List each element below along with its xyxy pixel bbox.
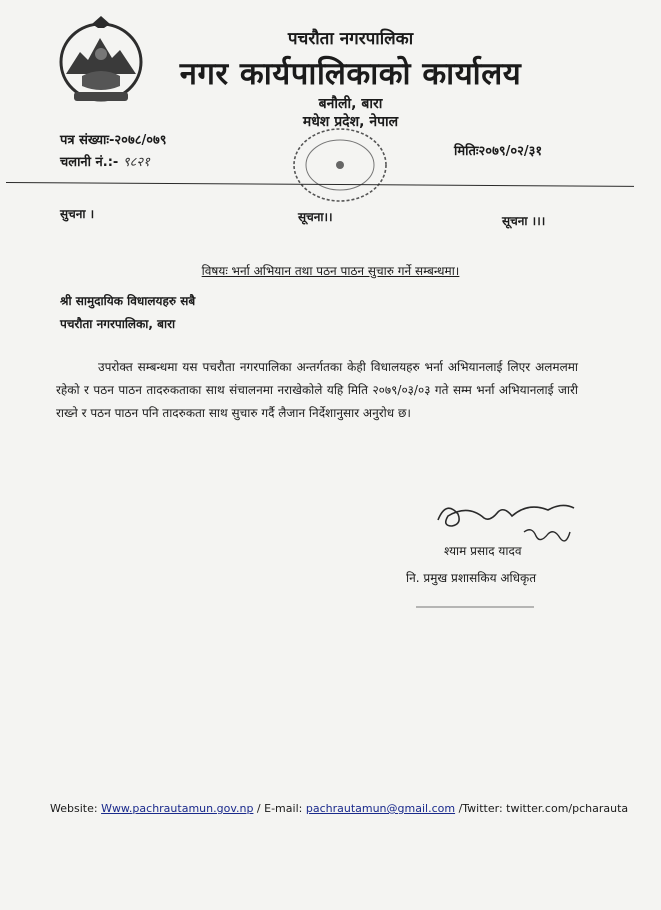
date-value: २०७९/०२/३१ (478, 144, 543, 159)
footer-contact (50, 802, 628, 815)
website-label: Website: (50, 802, 98, 815)
dispatch-number-label: चलानी नं.:- (60, 155, 119, 170)
email-link[interactable]: pachrautamun@gmail.com (305, 802, 456, 815)
subject-line (0, 262, 661, 279)
office-stamp (290, 125, 390, 205)
municipality-name: पचरौता नगरपालिका (287, 29, 414, 49)
email-label: / E-mail: (253, 802, 303, 815)
signatory-title: नि. प्रमुख प्रशासकिय अधिकृत (406, 571, 537, 585)
office-province: मधेश प्रदेश, नेपाल (302, 114, 399, 130)
body-paragraph: उपरोक्त सम्बन्धमा यस पचरौता नगरपालिका अन्तर्गतका केही विधालयहरु भर्ना अभियानलाई लिएर अलमलमा रहेको र पठन पाठन तादरुकताका साथ संचालनमा नराखेकोले यहि मिति २०७९/०३/०३ गते सम्म भर्ना अभियानलाई जारी राख्ने र पठन पाठन पनि तादरुकता साथ सुचारु गर्दै लैजान निर्देशानुसार अनुरोध छ। (56, 360, 578, 420)
office-location: बनौली, बारा (318, 96, 383, 112)
notice-2: सूचना।। (298, 210, 333, 224)
signatory-name: श्याम प्रसाद यादव (444, 544, 522, 558)
letter-number-label: पत्र संख्याः- (60, 133, 115, 148)
office-title: नगर कार्यपालिकाको कार्यालय (179, 56, 522, 92)
twitter-text: /Twitter: twitter.com/pcharauta (455, 802, 629, 815)
subject-text: विषयः भर्ना अभियान तथा पठन पाठन सुचारु गर्ने सम्बन्धमा। (201, 264, 460, 278)
website-link[interactable]: Www.pachrautamun.gov.np (101, 802, 254, 815)
letter-body (56, 356, 578, 425)
letter-number-value: २०७८/०७९ (114, 133, 167, 148)
notice-3: सूचना ।।। (502, 214, 546, 228)
dispatch-number (60, 152, 150, 170)
dispatch-number-value: ९८२१ (122, 155, 150, 170)
notice-1: सुचना । (60, 207, 95, 221)
date-label: मितिः (454, 144, 479, 159)
signatory-seal-stamp (416, 594, 534, 608)
recipient-line-2: पचरौता नगरपालिका, बारा (60, 317, 176, 331)
letter-number (60, 130, 167, 148)
recipient-line-1: श्री सामुदायिक विधालयहरु सबै (60, 294, 196, 308)
letter-date (454, 141, 542, 159)
